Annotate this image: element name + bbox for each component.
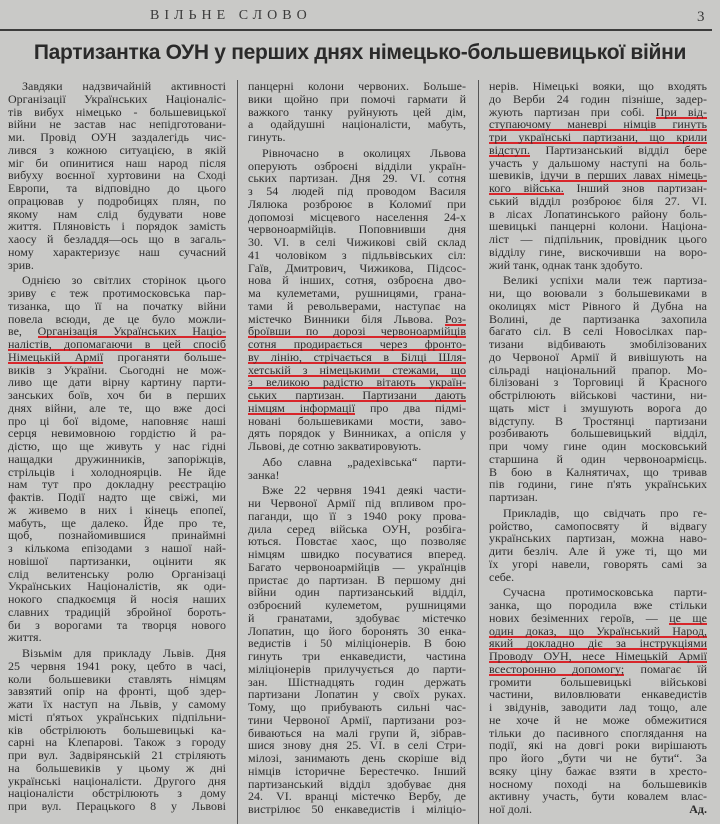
text-segment: мілозі, занимають день скоріше від [248,751,466,765]
text-segment: всяку ціну бажає взяти в хресто- [489,763,707,778]
text-segment: білізовані з Торговиці й Красного [489,375,707,390]
text-segment: війни один партизанський відділ, [248,585,466,600]
text-segment: нових безіменних героїв, — [489,610,670,625]
text-segment: про його „бути чи не бути“. За [489,751,707,765]
text-segment: і звідунів, заводити лад тощо, але [489,700,707,714]
red-underlined-text: три українські партизани, що крили [489,130,707,144]
text-segment: ливо ще дати вірну картину парти- [8,375,226,390]
text-segment: допомозі місцевого населення 24-х [248,209,466,224]
text-line [248,338,466,351]
text-segment: ному характеризує наш сучасний [8,244,226,259]
text-segment: німців історичне Берестечко. Інший [248,763,466,778]
text-segment: партизан. [489,490,538,504]
article-title [10,40,710,66]
red-underlined-text: німцям інформації [248,400,356,415]
text-segment: дять порядок у Винниках, а опісля у [248,426,466,441]
text-segment: околицях міст Рівного й Дубна на [489,298,707,313]
text-segment: 24. VI. вранці містечко Вербу, де [248,789,466,804]
text-segment: Тому, що прибувають сильні час- [248,700,466,714]
text-segment: партизанський відділ здобуває дня [248,776,466,791]
text-segment: їх угорі навели, говорять самі за [489,556,707,571]
text-segment: 41 чоловіком з підльвівських сіл: [248,247,466,262]
red-underlined-text: Роз- [444,311,466,326]
text-segment: жують партизан при собі. [489,104,656,119]
text-segment: коли большевики ставлять німцям [8,671,226,686]
paragraph [248,484,466,816]
text-segment: Однією зо світлих сторінок цього [22,273,226,288]
text-segment: тільки до пасивного споглядання на [489,725,707,740]
text-segment: ліст — підпільник, провідник цього [489,232,707,246]
red-underlined-text: всесторонню допомогу; [489,661,625,676]
text-line [489,803,707,816]
text-segment: шевицькі панцерні колони. Націона- [489,219,707,234]
red-underlined-text: який докладно діє за інструкціями [489,636,707,651]
column-divider [478,80,479,824]
text-segment: ються. Повстає хаос, що позволяє [248,534,466,549]
text-segment: Українських Націоналістів, як оди- [8,579,226,594]
paragraph [248,456,466,482]
text-line [248,440,466,453]
text-segment: не хоче й не може обмежитися [489,712,707,727]
text-segment: про два підмі- [355,400,466,415]
article-column-2 [248,80,466,819]
text-segment: Гаїв, Дмитрович, Чижикова, Підсос- [248,260,466,275]
red-underlined-text: один доказ, що Український Народ, [489,623,707,638]
text-segment: занка! [248,467,280,482]
text-segment: тизанка, що її на початку війни [8,298,226,313]
text-line [8,246,226,259]
header-rule [0,29,712,31]
text-segment: нова й інших, сотня, озброєна дво- [248,273,466,288]
text-segment: ве, [8,324,38,339]
text-segment: себе. [489,569,515,584]
text-segment: стрільців і холодноярців. Не йде [8,464,226,479]
article-column-1 [8,80,226,816]
text-line [248,803,466,816]
text-segment: містечко Винники біля Львова. [248,311,445,326]
red-underlined-text: Проводу ОУН, несе Німецькій Армії [489,649,707,663]
text-segment: ни, що воювали з большевиками в [489,286,707,300]
text-line [489,491,707,504]
paragraph [489,80,707,271]
text-segment: Або славна „радехівська“ парти- [262,454,466,469]
text-segment: оперують озброєні відділи україн- [248,158,466,173]
paragraph [8,80,226,271]
text-segment: а одайдушні націоналісти, мабуть, [248,117,466,132]
text-segment: Завдяки надзвичайній активності [22,79,226,93]
text-segment: шевиків, [489,168,541,183]
text-segment: новішої партизанки, оцінити як [8,553,226,568]
text-segment: якому нам слід будувати нове [8,206,226,221]
text-segment: ройство, самопосвяту й відвагу [489,518,707,533]
text-line [248,456,466,469]
text-segment: при вул. Перацького 8 у Львові [8,799,226,813]
column-divider [237,80,238,824]
text-segment: ми. Провід ОУН заздалегідь чис- [8,130,226,144]
text-segment: гинуть. [248,130,286,144]
red-underlined-text: це ще [669,610,707,625]
text-segment: дістю, що ще живуть у нас гідні [8,439,226,453]
text-segment: тів вибух німецько - большевицької [8,104,226,119]
text-segment: обстрілюють військові частини, ни- [489,388,707,402]
text-segment: Візьмім для прикладу Львів. Дня [22,646,226,660]
text-segment: Лопатин, що його боронять 30 енка- [248,623,466,638]
text-segment: життя. [8,630,42,645]
text-segment: Львові, де сотню закватировують. [248,439,422,453]
text-segment: жати їх наступ на Львів, у самому [8,697,226,711]
text-segment: занка, що породила вже стільки [489,598,707,612]
text-line [248,131,466,144]
red-underlined-text: При від- [655,104,707,119]
text-segment: з 54 людей під проводом Василя [248,184,466,198]
text-segment: ведистів і 50 міліціонерів. В бою [248,636,466,651]
text-segment: 25 червня 1941 року, цебто в часі, [8,658,226,673]
text-line [489,612,707,625]
text-segment: міг би опинитися наш народ після [8,155,226,170]
red-underlined-text: ських партизан. Партизани дають [248,388,466,402]
text-segment: українських партизан, можна наво- [489,531,707,546]
red-underlined-text: ву лінію, стрічається в Білці Шля- [248,349,466,364]
text-segment: ж живемо в них і кінець епопеї, [8,502,226,517]
text-line [248,351,466,364]
red-underlined-text: Німецькій Армії [8,349,104,364]
text-segment: носному поході на большевиків [489,776,707,791]
text-segment: нерів. Німецькі вояки, що входять [489,79,707,93]
text-segment: завзятий опір на фронті, щоб здер- [8,684,226,699]
text-segment: Партизанський відділ бере [529,142,707,157]
text-segment: Інший знов партизан- [563,181,707,195]
text-segment: жий танк, однак танк здобуто. [489,257,643,272]
text-segment: виків з України. Сьогодні не мож- [8,362,226,377]
text-segment: занських боїв, хоч би в перших [8,388,226,402]
text-segment: ків обстрілюють большевицькі ка- [8,722,226,737]
text-segment: життя. Пляновість і порядок замість [8,219,226,234]
text-segment: тини Червоної Армії, партизани роз- [248,712,466,727]
text-segment: й гранатами, здобуває містечко [248,610,466,625]
text-segment: місті п'ятьох українських підпільни- [8,709,226,724]
text-segment: нокого спадкоємця й носія наших [8,592,226,606]
newspaper-name: ВІЛЬНЕ СЛОВО [150,8,312,23]
text-segment: тами й револьверами, наступає на [248,298,466,313]
text-line [248,469,466,482]
text-segment: серця невимовною гордістю й ра- [8,426,226,441]
text-segment: дити безліч. Але й уже ті, що ми [489,544,707,558]
article-column-3 [489,80,707,819]
text-segment: розбивають большевицький відділ, [489,426,707,441]
text-segment: червоноармійців. Поповнивши дня [248,222,466,237]
red-underlined-text: кого війська. [489,181,564,195]
text-segment: панцерні колони червоних. Больше- [248,79,466,93]
text-segment: щать міст і змушують ворога до [489,400,707,415]
red-underlined-text: ідучи в перших лавах німець- [540,168,707,183]
text-line [8,259,226,272]
red-underlined-text: хетській з німецькими стежами, що [248,362,466,377]
text-segment: слід велитенську ролю Організаці [8,566,226,581]
text-segment: при чому гине один московський [489,439,707,453]
text-segment: націоналісти обстрілюють з дому [8,786,226,801]
text-segment: вибуху воєнної хуртовини на Сході [8,168,226,183]
text-line [489,558,707,571]
text-segment: славних традицій збройної бороть- [8,604,226,619]
text-segment: з кількома епізодами з нашої най- [8,541,226,555]
text-segment: про ці бої відоме, наповняє наші [8,413,226,428]
text-segment: днях війни, але те, що вже досі [8,400,226,415]
text-segment: громити большевицькі військові [489,674,707,689]
red-underlined-text: броївши по дорозі червоноармійців [248,324,466,339]
text-segment: паганди, що її з 1940 року прова- [248,508,466,523]
text-segment: в лісах Лопатинського району боль- [489,206,707,221]
text-segment: В бою в Калнятичах, що тривав [489,464,707,479]
text-segment: події, які на довгі роки вирішають [489,738,707,753]
text-segment: новані большевиками мости, заво- [248,413,466,428]
text-segment: українські націоналісти. Другого дня [8,773,226,788]
text-segment: мабуть, ще далеко. Йде про те, [8,515,226,530]
text-segment: війни не застав нас непідготовани- [8,117,226,132]
red-underlined-text: відступ. [489,142,530,157]
text-segment: відступу. В Тростянці партизани [489,413,707,428]
paragraph [8,647,226,813]
text-segment: проганяти больше- [103,349,227,364]
text-line [489,571,707,584]
masthead [0,0,720,32]
text-segment: фактів. Події надто ще свіжі, ми [8,490,226,504]
text-segment: відділу гине, вискочивши на воро- [489,244,707,259]
text-segment: ма кулеметами, рушницями, грана- [248,286,466,300]
text-segment: пів години, гине п'ять українських [489,477,707,492]
text-segment: вики щойно при помочі гармати й [248,91,466,106]
text-segment: вистрілює 50 енкаведистів і міліціо- [248,802,466,816]
text-segment: нащадки дружинників, запоріжців, [8,451,226,466]
text-segment: зан. Шістнадцять годин держать [248,674,466,689]
text-segment: старшина й один червоноармієць. [489,451,707,466]
text-segment: Волині, де партизанка захопила [489,311,707,326]
red-underlined-text: ступаючому маневрі німців гинуть [489,117,707,132]
text-segment: активну участь, бути ковалем влас- [489,789,707,804]
paragraph [248,80,466,144]
text-segment: багато сіл. В селі Новосілках пар- [489,324,707,339]
text-segment: при вул. Задвірянській 21 стріляють [8,748,226,762]
text-segment: помагає їй [624,661,708,676]
text-line [8,631,226,644]
author-signature: Ад. [689,802,707,816]
text-segment: пристає до партизан. В першому дні [248,572,466,587]
text-segment: Великі успіхи мали теж партиза- [503,273,707,288]
text-segment: лився з кожною ситуацією, в якій [8,142,226,157]
text-segment: биваються на малі групи й, зібрав- [248,725,466,740]
text-segment: озброєний кулеметом, рушницями [248,598,466,612]
text-segment: Організації Українських Націоналіс- [8,91,226,106]
text-segment: ни Червоної Армії під впливом про- [248,496,466,510]
text-segment: повела всюди, де це було можли- [8,311,226,326]
text-segment: Багато червоноармійців — українців [248,559,466,574]
text-segment: Вже 22 червня 1941 деякі части- [262,483,466,498]
text-segment: щоб, познайомившися принаймні [8,528,226,543]
red-underlined-text: з великою радістю вітають україн- [248,375,466,390]
paragraph [248,147,466,453]
text-segment: партизани Лопатин у своїх руках. [248,687,466,702]
text-segment: зриву є теж протимосковська пар- [8,286,226,300]
text-segment: Рівночасно в околицях Львова [262,145,466,160]
red-underlined-text: сотня продирається через фронто- [248,337,466,351]
text-segment: ських партизан. Дня 29. VI. сотня [248,171,466,186]
red-underlined-text: Організація Українських Націо- [37,324,226,339]
text-segment: до Червоної Армії й вивішують на [489,349,707,364]
text-segment: важкого танку руйнують цей дім, [248,104,466,119]
text-segment: німцям швидко посуватися вперед. [248,547,466,561]
article-title-text: Партизантка ОУН у перших днях німецько-большевицької війни [33,41,687,64]
paragraph [489,274,707,504]
text-segment: ський відділ розброює біля 27. VI. [489,193,707,208]
text-segment: би з ворогами та творця нового [8,617,226,632]
text-segment: нам тут про докладну реєстрацію [8,477,226,492]
text-segment: до Верби 24 годин пізніше, задер- [489,91,707,106]
text-segment: міліціонерів прилучується до парти- [248,661,466,676]
text-segment: дила серед війська ОУН, розбіга- [248,521,466,536]
text-segment: участь у дальшому наступі на боль- [489,155,707,170]
text-segment: шися знову дня 25. VI. в селі Стри- [248,738,466,753]
text-segment: сільраді національний прапор. Мо- [489,362,707,377]
text-segment: сарні на Клепарові. Також з городу [8,735,226,750]
text-segment: опрацював у подробицях плян, по [8,193,226,208]
text-segment: частини, виловлювати енкаведистів [489,687,707,702]
paragraph [489,507,707,584]
text-line [489,259,707,272]
text-segment: Прикладів, що свідчать про ге- [503,505,707,520]
paragraph [8,274,226,644]
text-segment: хаосу й безладдя—ось що в загаль- [8,232,226,246]
text-segment: зрив. [8,257,34,272]
text-segment: Сучасна протимосковська парти- [503,585,707,600]
text-segment: на большевиків у цьому ж дні [8,760,226,775]
text-segment: тизани відбивають змобілізованих [489,337,707,351]
text-segment: Европи, та відповідно до цього [8,181,226,195]
text-segment: гинуть три енкаведисти, частина [248,649,466,663]
paragraph [489,586,707,816]
text-segment: 30. VI. в селі Чижикові свій склад [248,235,466,249]
text-line [8,800,226,813]
page-number: 3 [697,9,705,25]
text-segment: Лялюка розброює в Коломиї при [248,196,466,211]
red-underlined-text: налістів, допомагаючи в цей спосіб [8,337,226,351]
text-segment: ної долі. [489,802,533,816]
